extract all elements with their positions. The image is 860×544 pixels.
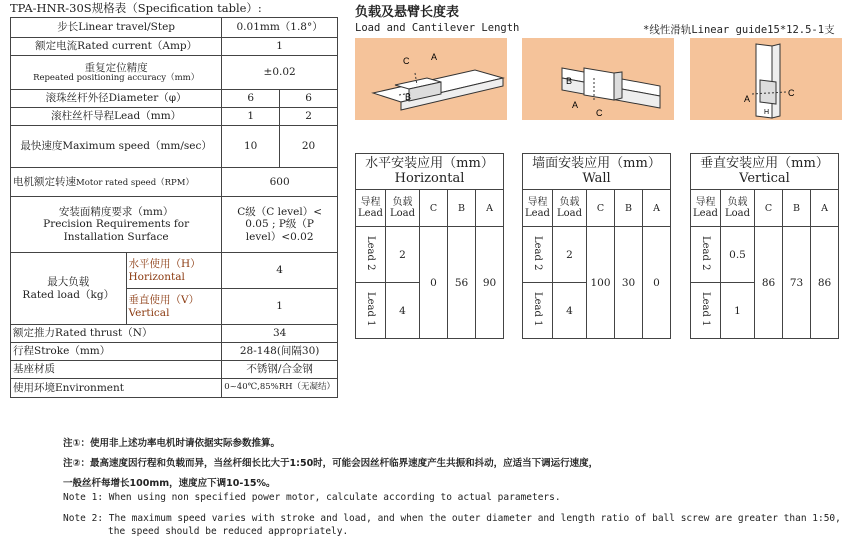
wall-table-title xyxy=(523,154,671,190)
spec-precision-value xyxy=(222,197,338,253)
spec-row-thrust xyxy=(11,325,338,343)
spec-precision-value3: level）<0.02 xyxy=(245,230,314,243)
spec-load-label-cn: 最大负载 xyxy=(47,276,90,289)
spec-precision-label-en2: Installation Surface xyxy=(63,230,169,243)
wall-load-table xyxy=(522,153,671,339)
spec-load-v-value: 1 xyxy=(222,289,338,325)
wall-lead2-text: Lead 2 xyxy=(532,235,543,271)
spec-row-step xyxy=(11,18,338,38)
cantilever-title: 负载及悬臂长度表 xyxy=(355,5,460,20)
spec-material-label: 基座材质 xyxy=(11,361,222,379)
wall-label-a: A xyxy=(572,100,579,110)
linear-guide-note: *线性滑轨Linear guide15*12.5-1支 xyxy=(643,24,835,36)
vertical-lead2-text: Lead 2 xyxy=(700,235,711,271)
horizontal-b: 56 xyxy=(448,227,476,339)
wall-a: 0 xyxy=(643,227,671,339)
spec-diameter-v2: 6 xyxy=(280,90,338,108)
spec-diameter-label: 滚珠丝杆外径Diameter（φ） xyxy=(11,90,222,108)
spec-row-motor-speed xyxy=(11,168,338,197)
horizontal-title-en: Horizontal xyxy=(394,170,465,186)
spec-load-h-value: 4 xyxy=(222,253,338,289)
spec-row-repeat xyxy=(11,56,338,90)
spec-material-value: 不锈钢/合金钢 xyxy=(222,361,338,379)
note-en-3: the speed should be reduced appropriately. xyxy=(108,526,349,537)
vertical-col-c: C xyxy=(755,190,783,227)
spec-thrust-value: 34 xyxy=(222,325,338,343)
spec-current-value: 1 xyxy=(222,38,338,56)
spec-precision-label-en1: Precision Requirements for xyxy=(43,218,190,231)
spec-row-current xyxy=(11,38,338,56)
vertical-table-title xyxy=(691,154,839,190)
vertical-a: 86 xyxy=(811,227,839,339)
spec-step-label: 步长Linear travel/Step xyxy=(11,18,222,38)
spec-load-h-en: Horizontal xyxy=(128,270,185,283)
horizontal-col-load: 负载Load xyxy=(386,190,420,227)
spec-repeat-label-en: Repeated positioning accuracy（mm） xyxy=(33,72,200,83)
spec-stroke-value: 28-148(间隔30) xyxy=(222,343,338,361)
horizontal-col-c: C xyxy=(420,190,448,227)
spec-environment-label: 使用环境Environment xyxy=(11,379,222,398)
spec-repeat-label xyxy=(11,56,222,90)
spec-row-diameter xyxy=(11,90,338,108)
horizontal-a: 90 xyxy=(476,227,504,339)
spec-environment-value: 0~40℃,85%RH（无凝结） xyxy=(222,379,338,398)
wall-lead2 xyxy=(523,227,553,283)
horizontal-label-b: B xyxy=(405,92,412,102)
horizontal-label-c: C xyxy=(403,56,410,66)
vertical-lead1-text: Lead 1 xyxy=(700,291,711,327)
spec-thrust-label: 额定推力Rated thrust（N） xyxy=(11,325,222,343)
spec-row-stroke xyxy=(11,343,338,361)
vertical-b: 73 xyxy=(783,227,811,339)
vertical-label-c: C xyxy=(788,88,795,98)
horizontal-load-table xyxy=(355,153,504,339)
vertical-col-lead: 导程Lead xyxy=(691,190,721,227)
spec-load-v-en: Vertical xyxy=(128,306,170,319)
cantilever-subtitle: Load and Cantilever Length xyxy=(355,22,520,34)
wall-col-b: B xyxy=(615,190,643,227)
vertical-title-cn: 垂直安装应用（mm） xyxy=(700,156,829,172)
wall-b: 30 xyxy=(615,227,643,339)
horizontal-lead2 xyxy=(356,227,386,283)
vertical-c: 86 xyxy=(755,227,783,339)
spec-row-precision xyxy=(11,197,338,253)
spec-motor-speed-label xyxy=(11,168,222,197)
spec-precision-label-cn: 安装面精度要求（mm） xyxy=(58,206,174,219)
horizontal-mount-diagram xyxy=(355,38,507,120)
spec-load-h-cn: 水平使用（H） xyxy=(128,258,201,271)
horizontal-lead1-text: Lead 1 xyxy=(365,291,376,327)
horizontal-col-b: B xyxy=(448,190,476,227)
vertical-lead2 xyxy=(691,227,721,283)
wall-col-c: C xyxy=(587,190,615,227)
spec-lead-v1: 1 xyxy=(222,108,280,126)
note-cn-3: 一般丝杆每增长100mm，速度应下调10-15%。 xyxy=(63,478,276,489)
wall-col-lead: 导程Lead xyxy=(523,190,553,227)
horizontal-load2: 2 xyxy=(386,227,420,283)
spec-precision-value1: C级（C level）< xyxy=(237,206,323,219)
spec-diameter-v1: 6 xyxy=(222,90,280,108)
horizontal-lead1 xyxy=(356,283,386,339)
spec-table-title: TPA-HNR-30S规格表（Specification table）: xyxy=(10,1,262,15)
note-en-1: Note 1: When using non specified power motor, calculate according to actual parameters. xyxy=(63,492,561,503)
horizontal-lead2-text: Lead 2 xyxy=(365,235,376,271)
spec-repeat-label-cn: 重复定位精度 xyxy=(84,61,148,74)
wall-load1: 4 xyxy=(553,283,587,339)
vertical-load-table xyxy=(690,153,839,339)
spec-row-load-h xyxy=(11,253,338,289)
wall-lead1-text: Lead 1 xyxy=(532,291,543,327)
wall-label-b: B xyxy=(566,76,573,86)
spec-stroke-label: 行程Stroke（mm） xyxy=(11,343,222,361)
horizontal-load1: 4 xyxy=(386,283,420,339)
spec-row-lead xyxy=(11,108,338,126)
horizontal-col-lead: 导程Lead xyxy=(356,190,386,227)
spec-load-label xyxy=(11,253,127,325)
wall-label-c: C xyxy=(596,108,603,118)
vertical-title-en: Vertical xyxy=(739,170,790,186)
wall-lead1 xyxy=(523,283,553,339)
wall-title-cn: 墙面安装应用（mm） xyxy=(532,156,661,172)
note-cn-1: 注①：使用非上述功率电机时请依据实际参数推算。 xyxy=(63,438,281,449)
note-cn-2: 注②：最高速度因行程和负载而异，当丝杆细长比大于1:50时，可能会因丝杆临界速度产生共振和抖动，应适当下调运行速度， xyxy=(63,458,599,469)
vertical-col-a: A xyxy=(811,190,839,227)
spec-motor-speed-label-en: Motor rated speed（RPM） xyxy=(76,177,194,188)
horizontal-c: 0 xyxy=(420,227,448,339)
spec-row-speed xyxy=(11,126,338,168)
spec-lead-v2: 2 xyxy=(280,108,338,126)
spec-row-environment xyxy=(11,379,338,398)
horizontal-table-title xyxy=(356,154,504,190)
spec-precision-label xyxy=(11,197,222,253)
horizontal-title-cn: 水平安装应用（mm） xyxy=(365,156,494,172)
wall-load2: 2 xyxy=(553,227,587,283)
spec-repeat-value: ±0.02 xyxy=(222,56,338,90)
spec-load-vertical-label xyxy=(126,289,222,325)
vertical-lead1 xyxy=(691,283,721,339)
vertical-col-b: B xyxy=(783,190,811,227)
horizontal-col-a: A xyxy=(476,190,504,227)
spec-current-label: 额定电流Rated current（Amp） xyxy=(11,38,222,56)
spec-motor-speed-value: 600 xyxy=(222,168,338,197)
spec-load-horizontal-label xyxy=(126,253,222,289)
spec-row-material xyxy=(11,361,338,379)
wall-col-a: A xyxy=(643,190,671,227)
vertical-load1: 1 xyxy=(721,283,755,339)
vertical-label-a: A xyxy=(744,94,751,104)
vertical-load2: 0.5 xyxy=(721,227,755,283)
wall-mount-illustration xyxy=(522,38,674,120)
vertical-mount-illustration xyxy=(690,38,842,120)
spec-load-label-en: Rated load（kg） xyxy=(22,288,115,301)
spec-speed-label: 最快速度Maximum speed（mm/sec） xyxy=(11,126,222,168)
spec-step-value: 0.01mm（1.8°） xyxy=(222,18,338,38)
spec-motor-speed-label-cn: 电机额定转速 xyxy=(13,175,76,188)
wall-col-load: 负载Load xyxy=(553,190,587,227)
spec-speed-v1: 10 xyxy=(222,126,280,168)
vertical-label-h: H xyxy=(764,109,770,116)
vertical-mount-diagram xyxy=(690,38,842,120)
spec-precision-value2: 0.05 ; P级（P xyxy=(245,218,314,231)
note-en-2: Note 2: The maximum speed varies with stroke and load, and when the outer diameter and length ratio of ball screw are greater than 1:50, xyxy=(63,513,841,524)
wall-mount-diagram xyxy=(522,38,674,120)
spec-table xyxy=(10,17,338,398)
wall-title-en: Wall xyxy=(582,170,611,186)
horizontal-mount-illustration xyxy=(355,38,507,120)
spec-lead-label: 滚柱丝杆导程Lead（mm） xyxy=(11,108,222,126)
vertical-col-load: 负载Load xyxy=(721,190,755,227)
spec-speed-v2: 20 xyxy=(280,126,338,168)
wall-c: 100 xyxy=(587,227,615,339)
spec-load-v-cn: 垂直使用（V） xyxy=(128,294,200,307)
horizontal-label-a: A xyxy=(431,52,438,62)
